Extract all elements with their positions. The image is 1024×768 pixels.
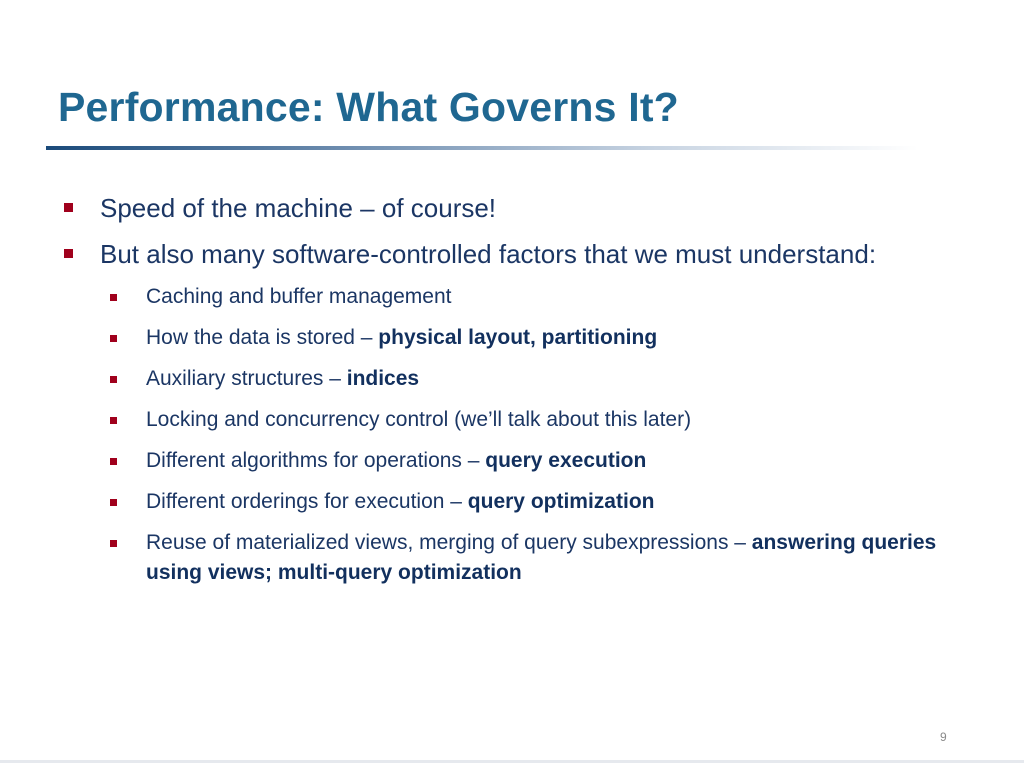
sub-bullet-emphasis: query optimization	[467, 490, 655, 513]
square-bullet-icon	[110, 376, 117, 383]
bullet-text: But also many software-controlled factors that we must understand:	[100, 239, 877, 269]
sub-bullet-emphasis: query execution	[485, 449, 647, 472]
sub-bullet-item	[108, 282, 962, 312]
square-bullet-icon	[64, 249, 73, 258]
bullet-item	[62, 234, 962, 588]
square-bullet-icon	[64, 203, 73, 212]
square-bullet-icon	[110, 499, 117, 506]
sub-bullet-text: How the data is stored –	[146, 326, 379, 349]
slide-title: Performance: What Governs It?	[58, 84, 679, 130]
bullet-text: Speed of the machine – of course!	[100, 193, 497, 223]
sub-bullet-item	[108, 364, 962, 394]
sub-bullet-list	[108, 282, 962, 588]
sub-bullet-text: Reuse of materialized views, merging of query subexpressions –	[146, 531, 752, 554]
square-bullet-icon	[110, 417, 117, 424]
title-underline	[46, 146, 918, 150]
bullet-list	[62, 188, 962, 599]
sub-bullet-item	[108, 405, 962, 435]
bullet-item	[62, 188, 962, 228]
sub-bullet-text: Locking and concurrency control (we’ll talk about this later)	[146, 408, 692, 431]
sub-bullet-item	[108, 528, 962, 588]
page-number: 9	[940, 730, 947, 744]
sub-bullet-emphasis: answering queries using views; multi-query optimization	[146, 531, 937, 584]
sub-bullet-item	[108, 446, 962, 476]
sub-bullet-text: Auxiliary structures –	[146, 367, 347, 390]
square-bullet-icon	[110, 294, 117, 301]
sub-bullet-item	[108, 323, 962, 353]
footer-divider	[0, 760, 1024, 763]
square-bullet-icon	[110, 540, 117, 547]
square-bullet-icon	[110, 458, 117, 465]
sub-bullet-text: Different algorithms for operations –	[146, 449, 486, 472]
sub-bullet-text: Caching and buffer management	[146, 285, 452, 308]
sub-bullet-item	[108, 487, 962, 517]
sub-bullet-text: Different orderings for execution –	[146, 490, 468, 513]
sub-bullet-emphasis: physical layout, partitioning	[378, 326, 658, 349]
square-bullet-icon	[110, 335, 117, 342]
sub-bullet-emphasis: indices	[346, 367, 420, 390]
